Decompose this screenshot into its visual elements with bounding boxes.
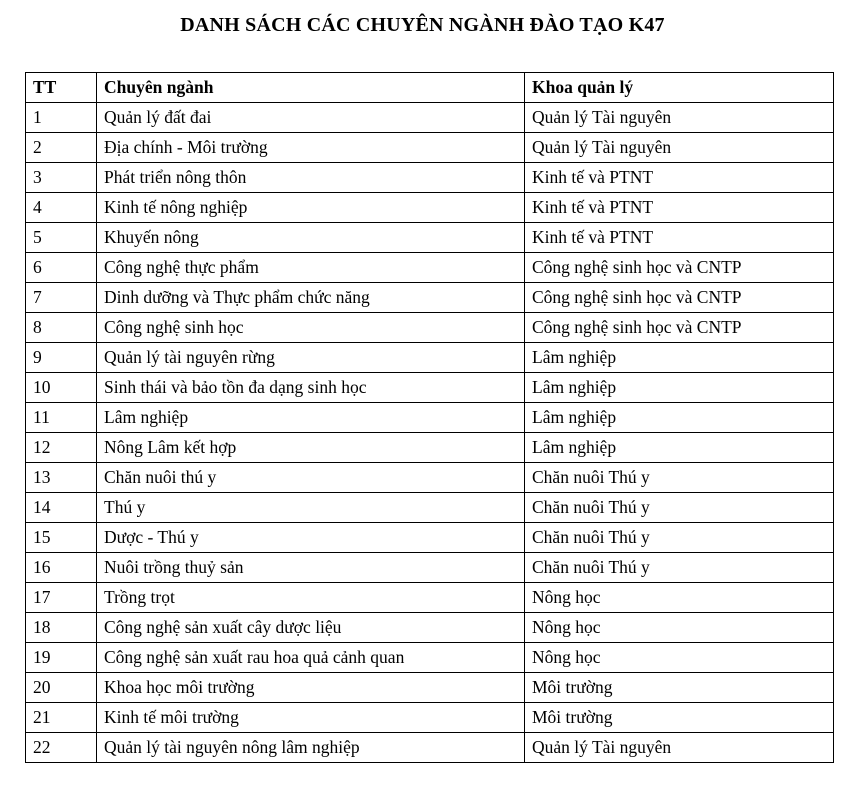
row-number-cell: 1 <box>26 103 97 133</box>
faculty-cell: Công nghệ sinh học và CNTP <box>525 283 834 313</box>
major-cell: Lâm nghiệp <box>97 403 525 433</box>
major-cell: Kinh tế môi trường <box>97 703 525 733</box>
row-number-cell: 14 <box>26 493 97 523</box>
major-cell: Địa chính - Môi trường <box>97 133 525 163</box>
table-row <box>26 163 834 193</box>
faculty-cell: Chăn nuôi Thú y <box>525 493 834 523</box>
major-cell: Sinh thái và bảo tồn đa dạng sinh học <box>97 373 525 403</box>
row-number-cell: 17 <box>26 583 97 613</box>
faculty-cell: Chăn nuôi Thú y <box>525 553 834 583</box>
row-number-cell: 20 <box>26 673 97 703</box>
major-cell: Công nghệ thực phẩm <box>97 253 525 283</box>
row-number-cell: 19 <box>26 643 97 673</box>
major-cell: Trồng trọt <box>97 583 525 613</box>
major-cell: Công nghệ sản xuất rau hoa quả cảnh quan <box>97 643 525 673</box>
major-cell: Dinh dưỡng và Thực phẩm chức năng <box>97 283 525 313</box>
table-row <box>26 133 834 163</box>
table-body <box>26 103 834 763</box>
major-cell: Dược - Thú y <box>97 523 525 553</box>
faculty-cell: Môi trường <box>525 703 834 733</box>
row-number-cell: 13 <box>26 463 97 493</box>
header-tt: TT <box>26 73 97 103</box>
faculty-cell: Lâm nghiệp <box>525 343 834 373</box>
faculty-cell: Quản lý Tài nguyên <box>525 133 834 163</box>
row-number-cell: 6 <box>26 253 97 283</box>
faculty-cell: Quản lý Tài nguyên <box>525 103 834 133</box>
faculty-cell: Kinh tế và PTNT <box>525 163 834 193</box>
major-cell: Công nghệ sản xuất cây dược liệu <box>97 613 525 643</box>
row-number-cell: 21 <box>26 703 97 733</box>
table-row <box>26 433 834 463</box>
row-number-cell: 15 <box>26 523 97 553</box>
table-row <box>26 373 834 403</box>
majors-table <box>25 72 834 763</box>
faculty-cell: Môi trường <box>525 673 834 703</box>
major-cell: Chăn nuôi thú y <box>97 463 525 493</box>
row-number-cell: 12 <box>26 433 97 463</box>
major-cell: Quản lý tài nguyên rừng <box>97 343 525 373</box>
faculty-cell: Nông học <box>525 643 834 673</box>
faculty-cell: Kinh tế và PTNT <box>525 223 834 253</box>
table-row <box>26 223 834 253</box>
table-row <box>26 523 834 553</box>
major-cell: Khoa học môi trường <box>97 673 525 703</box>
table-row <box>26 193 834 223</box>
table-row <box>26 493 834 523</box>
row-number-cell: 16 <box>26 553 97 583</box>
table-row <box>26 343 834 373</box>
table-row <box>26 253 834 283</box>
row-number-cell: 5 <box>26 223 97 253</box>
row-number-cell: 9 <box>26 343 97 373</box>
faculty-cell: Lâm nghiệp <box>525 373 834 403</box>
faculty-cell: Chăn nuôi Thú y <box>525 463 834 493</box>
table-row <box>26 643 834 673</box>
row-number-cell: 2 <box>26 133 97 163</box>
faculty-cell: Chăn nuôi Thú y <box>525 523 834 553</box>
faculty-cell: Kinh tế và PTNT <box>525 193 834 223</box>
major-cell: Phát triển nông thôn <box>97 163 525 193</box>
table-header-row <box>26 73 834 103</box>
table-row <box>26 403 834 433</box>
row-number-cell: 8 <box>26 313 97 343</box>
header-faculty: Khoa quản lý <box>525 73 834 103</box>
row-number-cell: 7 <box>26 283 97 313</box>
row-number-cell: 22 <box>26 733 97 763</box>
row-number-cell: 3 <box>26 163 97 193</box>
faculty-cell: Lâm nghiệp <box>525 403 834 433</box>
table-row <box>26 733 834 763</box>
table-row <box>26 313 834 343</box>
table-row <box>26 283 834 313</box>
table-row <box>26 583 834 613</box>
major-cell: Nông Lâm kết hợp <box>97 433 525 463</box>
faculty-cell: Quản lý Tài nguyên <box>525 733 834 763</box>
row-number-cell: 4 <box>26 193 97 223</box>
faculty-cell: Công nghệ sinh học và CNTP <box>525 313 834 343</box>
faculty-cell: Nông học <box>525 583 834 613</box>
major-cell: Kinh tế nông nghiệp <box>97 193 525 223</box>
major-cell: Khuyến nông <box>97 223 525 253</box>
row-number-cell: 10 <box>26 373 97 403</box>
table-row <box>26 673 834 703</box>
document-title: DANH SÁCH CÁC CHUYÊN NGÀNH ĐÀO TẠO K47 <box>180 14 665 36</box>
faculty-cell: Công nghệ sinh học và CNTP <box>525 253 834 283</box>
major-cell: Quản lý đất đai <box>97 103 525 133</box>
faculty-cell: Nông học <box>525 613 834 643</box>
table-row <box>26 103 834 133</box>
table-row <box>26 703 834 733</box>
major-cell: Nuôi trồng thuỷ sản <box>97 553 525 583</box>
faculty-cell: Lâm nghiệp <box>525 433 834 463</box>
table-row <box>26 613 834 643</box>
major-cell: Thú y <box>97 493 525 523</box>
table-row <box>26 553 834 583</box>
header-major: Chuyên ngành <box>97 73 525 103</box>
major-cell: Quản lý tài nguyên nông lâm nghiệp <box>97 733 525 763</box>
table-row <box>26 463 834 493</box>
row-number-cell: 18 <box>26 613 97 643</box>
major-cell: Công nghệ sinh học <box>97 313 525 343</box>
row-number-cell: 11 <box>26 403 97 433</box>
